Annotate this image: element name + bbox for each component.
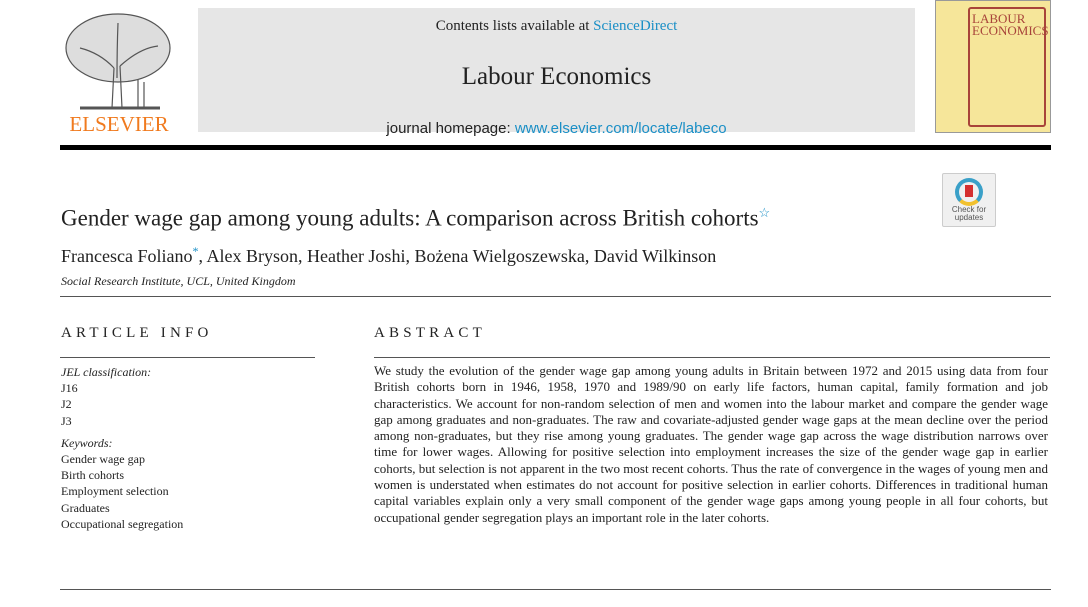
keyword: Gender wage gap xyxy=(61,452,145,467)
jel-code: J2 xyxy=(61,397,72,412)
keyword: Graduates xyxy=(61,500,110,515)
crossmark-line2: updates xyxy=(954,213,984,222)
jel-label: JEL classification: xyxy=(61,365,152,379)
divider xyxy=(374,357,1050,358)
sciencedirect-link[interactable]: ScienceDirect xyxy=(593,18,678,34)
publisher-name: ELSEVIER xyxy=(69,112,169,136)
contents-prefix: Contents lists available at xyxy=(435,18,594,34)
title-footnote-star[interactable]: ☆ xyxy=(758,205,771,220)
keyword: Birth cohorts xyxy=(61,468,124,483)
keyword: Employment selection xyxy=(61,484,169,499)
author-first[interactable]: Francesca Foliano xyxy=(61,246,193,266)
title-text: Gender wage gap among young adults: A comparison across British cohorts xyxy=(61,205,759,231)
homepage-line xyxy=(198,120,915,137)
abstract-heading: ABSTRACT xyxy=(374,325,486,341)
article-title xyxy=(61,205,770,232)
divider xyxy=(60,296,1051,297)
divider xyxy=(60,589,1051,590)
abstract-text: We study the evolution of the gender wage gap among young adults in Britain between 1972 and 2015 using data from four British cohorts born in 1946, 1958, 1970 and 1989/90 on early life factors, human capital, family formation and job characteristics. We account for non-random selection of men and women into the labour market and compare the gender wage gap among graduates and non-graduates. The raw and covariate-adjusted gender wage gaps at the mean decline over the period among non-graduates, but they rise among young graduates. The gender wage gap across the wage distribution narrows over time for lower wages. Allowing for positive selection into employment increases the size of the gender wage gap in earlier cohorts, but selection is not apparent in the two most recent cohorts. Thus the rate of convergence in the wages of young men and women is understated when estimates do not account for positive selection in earlier cohorts. Differences in traditional human capital variables explain only a very small component of the gender wage gaps among young people in all four cohorts, but occupational gender segregation plays an important role in the later cohorts. xyxy=(374,363,1048,525)
divider xyxy=(60,357,315,358)
crossmark-icon xyxy=(955,178,983,206)
article-info xyxy=(61,364,183,532)
journal-banner xyxy=(198,8,915,137)
authors-rest: , Alex Bryson, Heather Joshi, Bożena Wielgoszewska, David Wilkinson xyxy=(198,246,717,266)
authors xyxy=(61,244,716,267)
homepage-link[interactable]: www.elsevier.com/locate/labeco xyxy=(514,120,727,137)
corresponding-author-mark[interactable]: * xyxy=(192,244,199,258)
header-rule xyxy=(60,145,1051,150)
journal-cover[interactable] xyxy=(935,0,1051,133)
journal-name: Labour Economics xyxy=(461,63,652,90)
article-info-heading: ARTICLE INFO xyxy=(61,325,213,341)
homepage-prefix: journal homepage: xyxy=(386,120,515,137)
jel-code: J3 xyxy=(61,413,72,428)
crossmark-line1: Check for xyxy=(951,205,987,214)
check-for-updates-button[interactable] xyxy=(942,173,996,227)
contents-line xyxy=(198,18,915,35)
jel-code: J16 xyxy=(61,381,78,396)
keyword: Occupational segregation xyxy=(61,516,184,531)
keywords-label: Keywords: xyxy=(61,435,113,450)
affiliation: Social Research Institute, UCL, United Kingdom xyxy=(61,274,296,288)
cover-title: LABOUR ECONOMICS xyxy=(972,11,1049,38)
